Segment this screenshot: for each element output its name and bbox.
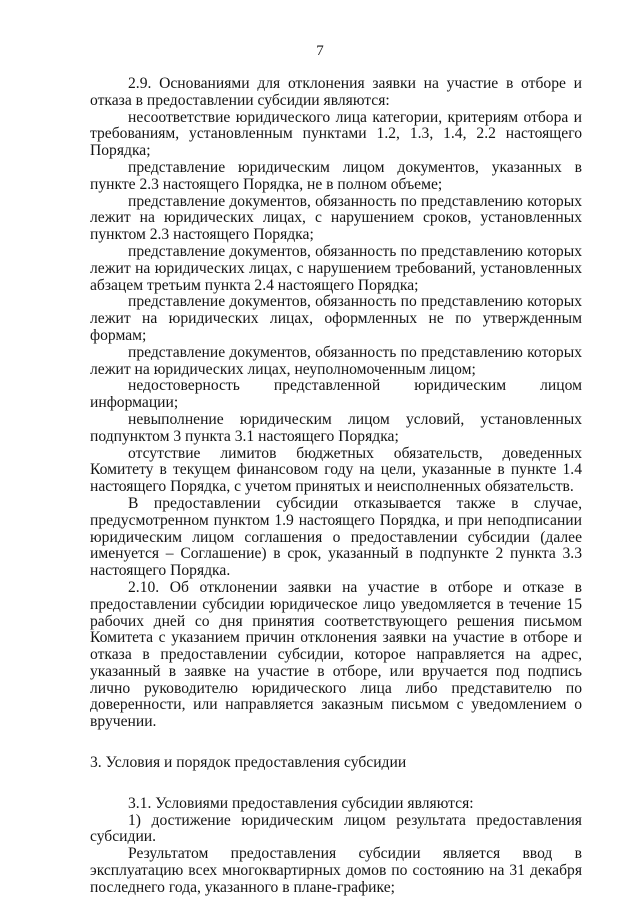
paragraph-ground-requirements: представление документов, обязанность по представлению которых лежит на юридических лицах, с нарушением требований, установленных абзацем третьим пункта 2.4 настоящего Порядка; bbox=[90, 242, 582, 294]
paragraph-ground-incomplete: представление юридическим лицом документов, указанных в пункте 2.3 настоящего Порядка, не в полном объеме; bbox=[90, 158, 582, 193]
document-body bbox=[90, 76, 582, 897]
paragraph-ground-deadline: представление документов, обязанность по представлению которых лежит на юридических лицах, с нарушением сроков, установленных пунктом 2.3 настоящего Порядка; bbox=[90, 192, 582, 244]
paragraph-ground-false-info: недостоверность представленной юридическим лицом информации; bbox=[90, 377, 582, 412]
paragraph-result: Результатом предоставления субсидии является ввод в эксплуатацию всех многоквартирных домов по состоянию на 31 декабря последнего года, указанного в плане-графике; bbox=[90, 845, 582, 896]
paragraph-ground-limits: отсутствие лимитов бюджетных обязательств, доведенных Комитету в текущем финансовом году на цели, указанные в пункте 1.4 настоящего Порядка, с учетом принятых и неисполненных обязательств. bbox=[90, 444, 582, 496]
page-number: 7 bbox=[316, 43, 324, 59]
paragraph-2-9: 2.9. Основаниями для отклонения заявки на участие в отборе и отказа в предоставлении субсидии являются: bbox=[90, 75, 582, 109]
paragraph-ground-unauthorized: представление документов, обязанность по представлению которых лежит на юридических лицах, неуполномоченным лицом; bbox=[90, 343, 582, 378]
section-heading: 3. Условия и порядок предоставления субсидии bbox=[90, 754, 407, 772]
paragraph-ground-category: несоответствие юридического лица категории, критериям отбора и требованиям, установленным пунктами 1.2, 1.3, 1.4, 2.2 настоящего Порядка; bbox=[90, 108, 582, 160]
paragraph-refusal-case: В предоставлении субсидии отказывается также в случае, предусмотренном пунктом 1.9 настоящего Порядка, и при неподписании юридическим лицом соглашения о предоставлении субсидии (далее именуется – Соглашение) в срок, указанный в подпункте 2 пункта 3.3 настоящего Порядка. bbox=[90, 494, 582, 580]
paragraph-2-10: 2.10. Об отклонении заявки на участие в отборе и отказе в предоставлении субсидии юридическое лицо уведомляется в течение 15 рабочих дней со дня принятия соответствующего решения письмом Комитета с указанием причин отклонения заявки на участие в отборе и отказа в предоставлении субсидии, которое направляется на адрес, указанный в заявке на участие в отборе, или вручается под подпись лично руководителю юридического лица либо представителю по доверенности, или направляется заказным письмом с уведомлением о вручении. bbox=[90, 578, 582, 731]
paragraph-ground-conditions: невыполнение юридическим лицом условий, установленных подпунктом 3 пункта 3.1 настоящего Порядка; bbox=[90, 410, 582, 445]
paragraph-ground-forms: представление документов, обязанность по представлению которых лежит на юридических лицах, оформленных не по утвержденным формам; bbox=[90, 293, 582, 344]
paragraph-condition-1: 1) достижение юридическим лицом результата предоставления субсидии. bbox=[90, 811, 582, 846]
paragraph-3-1: 3.1. Условиями предоставления субсидии являются: bbox=[128, 794, 474, 812]
